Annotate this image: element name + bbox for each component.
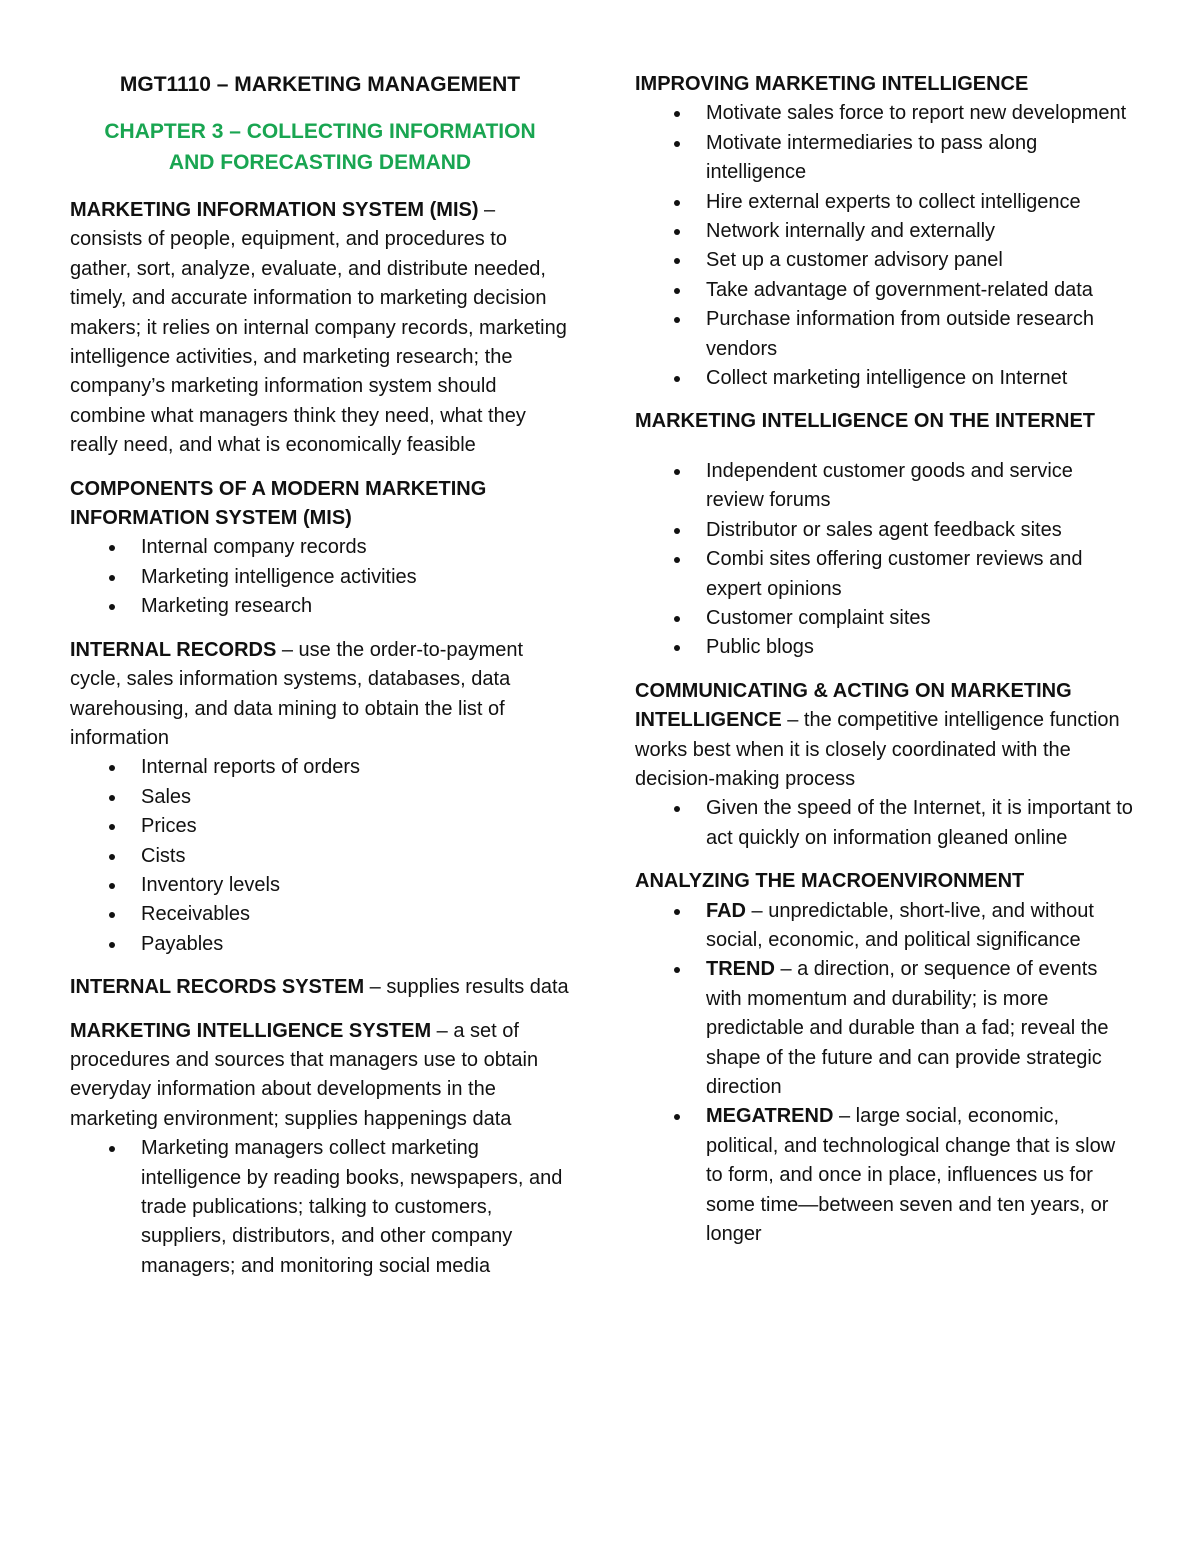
communicating-section [635, 677, 1135, 853]
marketing-intelligence-system-definition: – a set of procedures and sources that managers use to obtain everyday information about developments in the marketing environment; supplies happenings data [70, 1019, 539, 1130]
list-item [141, 753, 570, 782]
right-column [635, 70, 1135, 1263]
internal-records-heading: INTERNAL RECORDS [70, 638, 277, 661]
internet-intelligence-section [635, 407, 1135, 662]
trend-term: TREND [706, 958, 775, 981]
list-item [141, 563, 570, 592]
list-item [706, 545, 1135, 604]
chapter-title-line-2: AND FORECASTING DEMAND [168, 151, 472, 174]
internet-intelligence-heading: MARKETING INTELLIGENCE ON THE INTERNET [635, 410, 1095, 433]
internal-records-system-paragraph [70, 973, 570, 1002]
list-item-text: Marketing managers collect marketing intelligence by reading books, newspapers, and trade publications; talking to customers, suppliers, distributors, and other company managers; and monitoring social media [141, 1137, 563, 1277]
improving-intelligence-list [635, 99, 1135, 393]
bullet-icon [674, 258, 680, 264]
bullet-icon [674, 645, 680, 651]
bullet-icon [674, 909, 680, 915]
document-title: MGT1110 – MARKETING MANAGEMENT [119, 73, 521, 96]
bullet-icon [674, 528, 680, 534]
list-item-text: Distributor or sales agent feedback sites [706, 518, 1062, 541]
chapter-title-line-1: CHAPTER 3 – COLLECTING INFORMATION [104, 120, 536, 143]
bullet-icon [109, 575, 115, 581]
internet-intelligence-list [635, 457, 1135, 663]
bullet-icon [109, 912, 115, 918]
list-item [141, 930, 570, 959]
list-item [706, 604, 1135, 633]
list-item [141, 783, 570, 812]
list-item [706, 457, 1135, 516]
internal-records-system-section [70, 973, 570, 1002]
list-item-text: Set up a customer advisory panel [706, 249, 1003, 272]
marketing-intelligence-system-heading: MARKETING INTELLIGENCE SYSTEM [70, 1019, 432, 1042]
marketing-intelligence-system-list [70, 1134, 570, 1281]
list-item [706, 188, 1135, 217]
bullet-icon [674, 967, 680, 973]
bullet-icon [674, 317, 680, 323]
internal-records-system-heading: INTERNAL RECORDS SYSTEM [70, 976, 365, 999]
list-item [141, 592, 570, 621]
bullet-icon [109, 604, 115, 610]
bullet-icon [674, 1114, 680, 1120]
list-item [141, 871, 570, 900]
list-item-text: Public blogs [706, 636, 814, 659]
communicating-list [635, 794, 1135, 853]
list-item [706, 305, 1135, 364]
list-item-text: Payables [141, 932, 224, 955]
macroenvironment-heading: ANALYZING THE MACROENVIRONMENT [635, 870, 1025, 893]
improving-intelligence-heading: IMPROVING MARKETING INTELLIGENCE [635, 73, 1029, 95]
list-item [706, 217, 1135, 246]
list-item-text: Marketing research [141, 595, 313, 618]
list-item [706, 364, 1135, 393]
bullet-icon [109, 824, 115, 830]
bullet-icon [674, 616, 680, 622]
mis-heading: MARKETING INFORMATION SYSTEM (MIS) [70, 199, 479, 221]
list-item [141, 812, 570, 841]
internal-records-section [70, 636, 570, 959]
communicating-definition: – the competitive intelligence function works best when it is closely coordinated with the decision-making process [635, 709, 1120, 790]
internal-records-system-definition: – supplies results data [364, 976, 569, 999]
marketing-intelligence-system-section [70, 1017, 570, 1282]
macroenvironment-section [635, 867, 1135, 1249]
list-item-text: Prices [141, 815, 197, 838]
list-item-text: Receivables [141, 903, 250, 926]
internal-records-paragraph [70, 636, 570, 754]
bullet-icon [109, 545, 115, 551]
list-item-text: Collect marketing intelligence on Internet [706, 367, 1068, 390]
components-section [70, 475, 570, 622]
mis-paragraph [70, 196, 570, 461]
fad-definition: – unpredictable, short-live, and without social, economic, and political significance [706, 899, 1094, 951]
bullet-icon [674, 229, 680, 235]
fad-term: FAD [706, 899, 746, 922]
list-item [706, 99, 1135, 128]
communicating-paragraph [635, 677, 1135, 795]
list-item-text: Given the speed of the Internet, it is important to act quickly on information gleaned online [706, 797, 1133, 849]
components-list [70, 533, 570, 621]
improving-intelligence-section [635, 70, 1135, 393]
bullet-icon [109, 854, 115, 860]
list-item-text: Internal reports of orders [141, 756, 360, 779]
bullet-icon [674, 288, 680, 294]
list-item [141, 533, 570, 562]
mis-section [70, 196, 570, 461]
list-item [141, 1134, 570, 1281]
list-item-text: Cists [141, 844, 186, 867]
internal-records-list [70, 753, 570, 959]
list-item-text: Inventory levels [141, 873, 280, 896]
bullet-icon [109, 1146, 115, 1152]
marketing-intelligence-system-paragraph [70, 1017, 570, 1135]
bullet-icon [109, 942, 115, 948]
bullet-icon [109, 883, 115, 889]
list-item-text: Sales [141, 785, 192, 808]
list-item-text: Purchase information from outside research vendors [706, 308, 1094, 360]
list-item-text: Motivate intermediaries to pass along intelligence [706, 131, 1038, 184]
megatrend-definition: – large social, economic, political, and technological change that is slow to form, and once in place, influences us for some time—between seven and ten years, or longer [706, 1105, 1116, 1246]
list-item [706, 955, 1135, 1102]
bullet-icon [109, 795, 115, 801]
list-item-text: Combi sites offering customer reviews and expert opinions [706, 548, 1083, 600]
list-item-text: Internal company records [141, 536, 367, 559]
list-item-text: Take advantage of government-related data [706, 278, 1093, 301]
list-item [706, 276, 1135, 305]
list-item [141, 900, 570, 929]
list-item-text: Independent customer goods and service review forums [706, 459, 1073, 512]
bullet-icon [674, 376, 680, 382]
left-column [70, 70, 570, 1295]
communicating-heading: COMMUNICATING & ACTING ON MARKETING INTELLIGENCE [635, 679, 1072, 732]
bullet-icon [674, 557, 680, 563]
bullet-icon [109, 765, 115, 771]
bullet-icon [674, 200, 680, 206]
list-item-text: Motivate sales force to report new development [706, 102, 1127, 125]
list-item [141, 842, 570, 871]
list-item [706, 246, 1135, 275]
mis-definition: – consists of people, equipment, and procedures to gather, sort, analyze, evaluate, and distribute needed, timely, and accurate information to marketing decision makers; it relies on internal company records, marketing intelligence activities, and marketing research; the company’s marketing information system should combine what managers think they need, what they really need, and what is economically feasible [70, 199, 567, 457]
list-item [706, 129, 1135, 188]
chapter-title [70, 116, 570, 178]
bullet-icon [674, 806, 680, 812]
bullet-icon [674, 141, 680, 147]
list-item-text: Network internally and externally [706, 220, 996, 243]
list-item [706, 633, 1135, 662]
internal-records-definition: – use the order-to-payment cycle, sales information systems, databases, data warehousing, and data mining to obtain the list of information [70, 638, 524, 749]
list-item [706, 516, 1135, 545]
list-item [706, 1102, 1135, 1249]
bullet-icon [674, 111, 680, 117]
bullet-icon [674, 469, 680, 475]
list-item-text: Customer complaint sites [706, 606, 931, 629]
list-item-text: Hire external experts to collect intelligence [706, 190, 1081, 213]
components-heading: COMPONENTS OF A MODERN MARKETING INFORMATION SYSTEM (MIS) [70, 477, 487, 530]
list-item-text: Marketing intelligence activities [141, 565, 417, 588]
list-item [706, 794, 1135, 853]
macroenvironment-list [635, 897, 1135, 1250]
list-item [706, 897, 1135, 956]
trend-definition: – a direction, or sequence of events with momentum and durability; is more predictable and durable than a fad; reveal the shape of the future and can provide strategic direction [706, 958, 1109, 1098]
megatrend-term: MEGATREND [706, 1105, 834, 1128]
